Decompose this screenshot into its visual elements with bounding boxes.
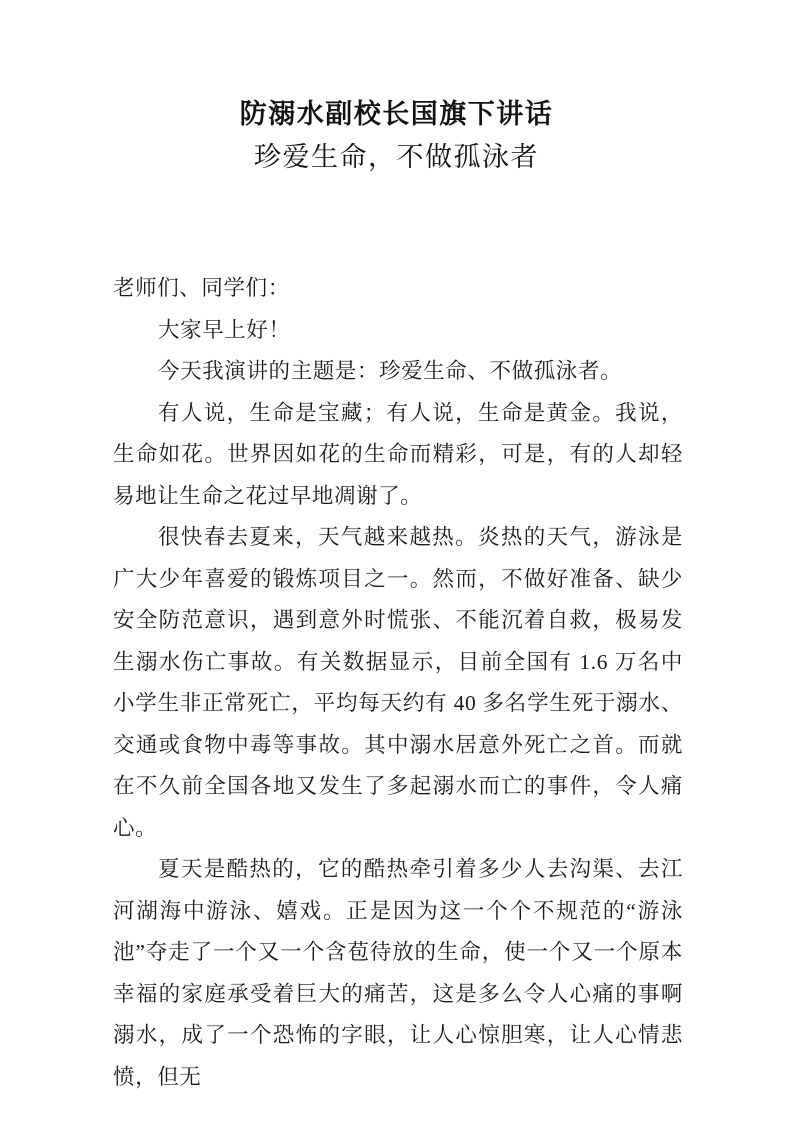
document-title <box>0 93 793 179</box>
paragraph-salutation: 老师们、同学们： <box>113 276 290 300</box>
paragraph-greeting: 大家早上好！ <box>158 317 291 342</box>
title-line-primary: 防溺水副校长国旗下讲话 <box>239 99 554 129</box>
title-line-secondary: 珍爱生命，不做孤泳者 <box>254 142 539 172</box>
paragraph-life-metaphor: 有人说，生命是宝藏；有人说，生命是黄金。我说，生命如花。世界因如花的生命而精彩，可是，有的人却轻易地让生命之花过早地凋谢了。 <box>113 400 683 508</box>
paragraph-topic: 今天我演讲的主题是：珍爱生命、不做孤泳者。 <box>158 359 623 383</box>
document-body <box>113 268 683 1098</box>
paragraph-summer-heat: 夏天是酷热的，它的酷热牵引着多少人去沟渠、去江河湖海中游泳、嬉戏。正是因为这一个个不规范的“游泳池”夺走了一个又一个含苞待放的生命，使一个又一个原本幸福的家庭承受着巨大的痛苦，这是多么令人心痛的事啊溺水，成了一个恐怖的字眼，让人心惊胆寒，让人心情悲愤，但无 <box>113 857 683 1089</box>
paragraph-statistics: 很快春去夏来，天气越来越热。炎热的天气，游泳是广大少年喜爱的锻炼项目之一。然而，不做好准备、缺少安全防范意识，遇到意外时慌张、不能沉着自救，极易发生溺水伤亡事故。有关数据显示，目前全国有 1.6 万名中小学生非正常死亡，平均每天约有 40 多名学生死于溺水、交通或食物中毒等事故。其中溺水居意外死亡之首。而就在不久前全国各地又发生了多起溺水而亡的事件，令人痛心。 <box>113 525 683 840</box>
